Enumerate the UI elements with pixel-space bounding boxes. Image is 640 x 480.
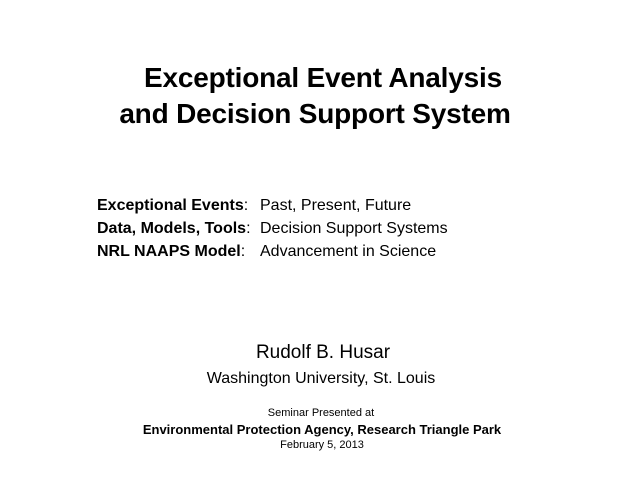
seminar-intro: Seminar Presented at (267, 407, 375, 419)
topic-label: NRL NAAPS Model (97, 243, 241, 260)
topic-value: Past, Present, Future (260, 197, 412, 214)
seminar-venue: Environmental Protection Agency, Research Triangle Park (142, 422, 502, 437)
seminar-date: February 5, 2013 (280, 439, 364, 451)
topic-value: Advancement in Science (260, 243, 437, 260)
presenter-name: Rudolf B. Husar (255, 342, 391, 363)
topics-list (97, 194, 448, 263)
slide-title (0, 60, 640, 132)
presenter-affiliation: Washington University, St. Louis (206, 370, 436, 387)
topic-row: NRL NAAPS Model: Advancement in Science (97, 240, 448, 263)
topic-row: Data, Models, Tools: Decision Support Systems (97, 217, 448, 240)
title-line-2: and Decision Support System (119, 98, 511, 129)
topic-value: Decision Support Systems (260, 220, 448, 237)
topic-row: Exceptional Events: Past, Present, Future (97, 194, 448, 217)
topic-label: Data, Models, Tools (97, 220, 247, 237)
topic-label: Exceptional Events (97, 197, 244, 214)
title-line-1: Exceptional Event Analysis (144, 62, 502, 93)
